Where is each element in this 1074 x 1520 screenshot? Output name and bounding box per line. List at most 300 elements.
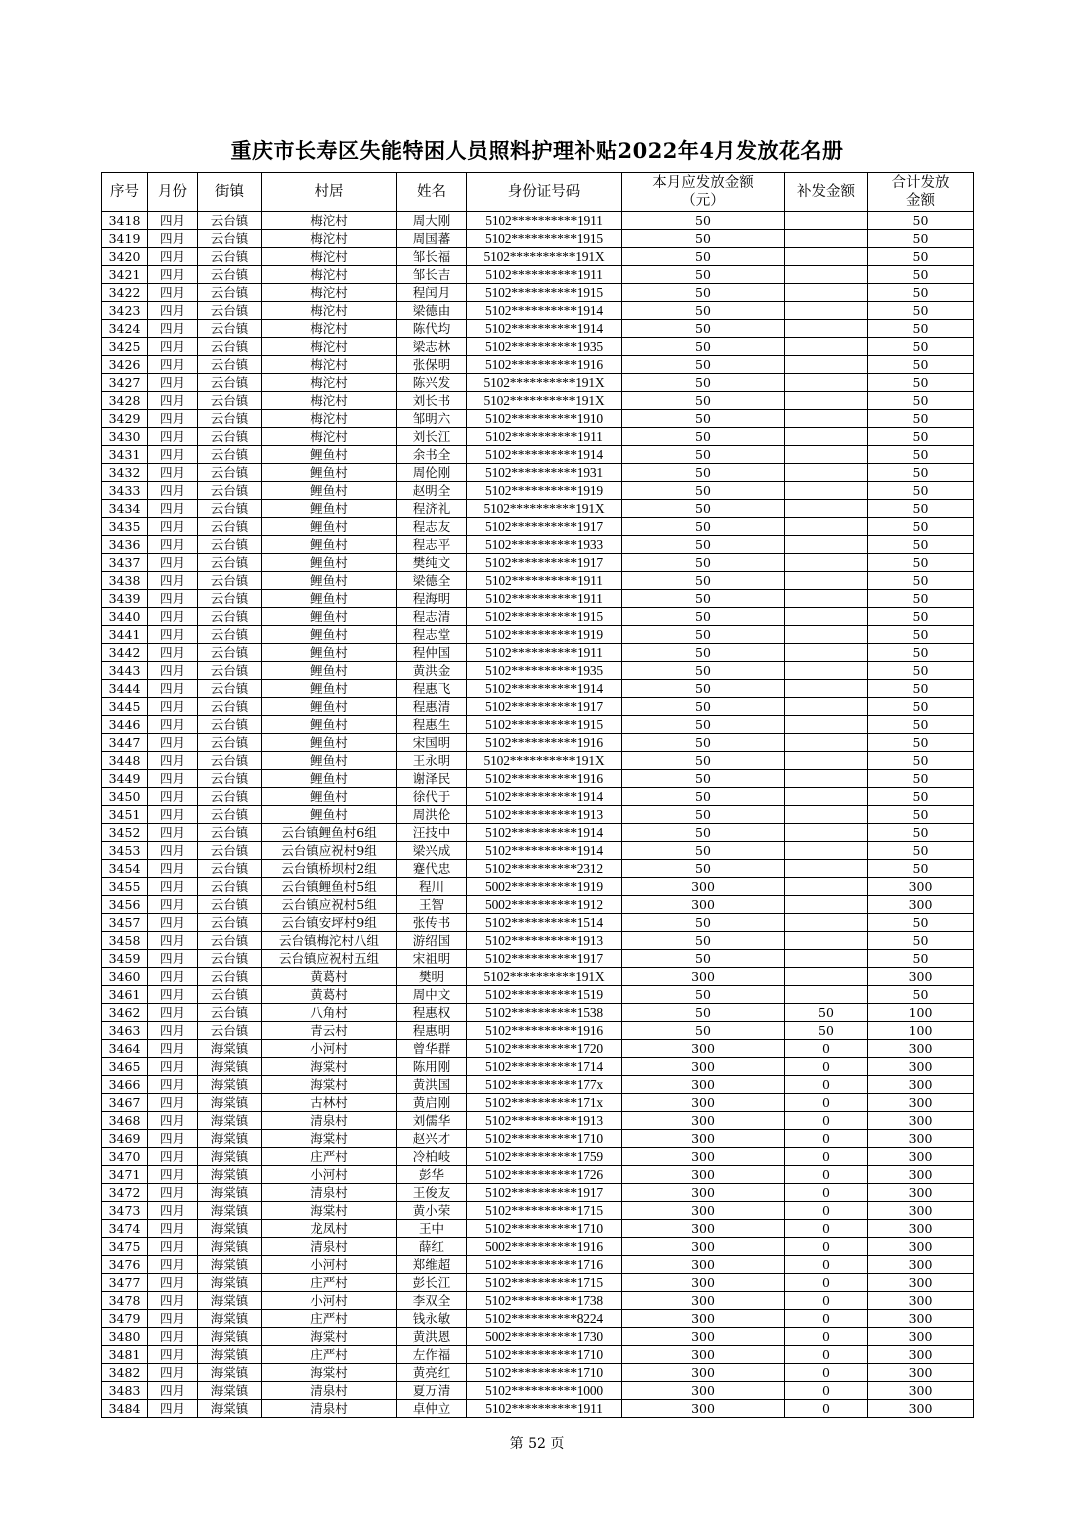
- table-row: [102, 842, 974, 860]
- page-title: 重庆市长寿区失能特困人员照料护理补贴2022年4月发放花名册: [230, 138, 844, 163]
- supplement-cell: [785, 734, 868, 752]
- seq-cell: 3427: [102, 374, 148, 392]
- seq-cell: 3471: [102, 1166, 148, 1184]
- total-cell: 50: [868, 302, 974, 320]
- seq-cell: 3448: [102, 752, 148, 770]
- name-cell: 程惠清: [397, 698, 467, 716]
- month-cell: 四月: [148, 302, 198, 320]
- table-row: [102, 752, 974, 770]
- village-cell: 梅沱村: [262, 428, 397, 446]
- id-cell: 5102**********1715: [467, 1202, 622, 1220]
- town-cell: 云台镇: [198, 608, 262, 626]
- amount-cell: 50: [622, 716, 785, 734]
- total-cell: 300: [868, 1040, 974, 1058]
- town-cell: 云台镇: [198, 770, 262, 788]
- name-cell: 彭华: [397, 1166, 467, 1184]
- total-cell: 300: [868, 1112, 974, 1130]
- amount-cell: 50: [622, 266, 785, 284]
- seq-cell: 3421: [102, 266, 148, 284]
- seq-cell: 3432: [102, 464, 148, 482]
- total-cell: 300: [868, 1310, 974, 1328]
- supplement-cell: [785, 950, 868, 968]
- id-cell: 5102**********1915: [467, 284, 622, 302]
- month-cell: 四月: [148, 1256, 198, 1274]
- name-cell: 刘儒华: [397, 1112, 467, 1130]
- id-cell: 5102**********1914: [467, 788, 622, 806]
- id-cell: 5102**********1915: [467, 716, 622, 734]
- town-cell: 云台镇: [198, 590, 262, 608]
- name-cell: 黄小荣: [397, 1202, 467, 1220]
- table-row: [102, 266, 974, 284]
- village-cell: 鲤鱼村: [262, 626, 397, 644]
- town-cell: 海棠镇: [198, 1310, 262, 1328]
- header-total-line2: 金额: [906, 193, 935, 209]
- id-cell: 5102**********1514: [467, 914, 622, 932]
- table-row: [102, 1130, 974, 1148]
- supplement-cell: [785, 914, 868, 932]
- name-cell: 夏万清: [397, 1382, 467, 1400]
- total-cell: 50: [868, 842, 974, 860]
- id-cell: 5102**********1519: [467, 986, 622, 1004]
- seq-cell: 3442: [102, 644, 148, 662]
- name-cell: 程仲国: [397, 644, 467, 662]
- id-cell: 5102**********1914: [467, 824, 622, 842]
- supplement-cell: [785, 302, 868, 320]
- seq-cell: 3452: [102, 824, 148, 842]
- table-row: [102, 1310, 974, 1328]
- name-cell: 张保明: [397, 356, 467, 374]
- town-cell: 海棠镇: [198, 1238, 262, 1256]
- seq-cell: 3458: [102, 932, 148, 950]
- table-row: [102, 698, 974, 716]
- name-cell: 程闰月: [397, 284, 467, 302]
- id-cell: 5102**********1917: [467, 950, 622, 968]
- village-cell: 鲤鱼村: [262, 464, 397, 482]
- month-cell: 四月: [148, 1022, 198, 1040]
- town-cell: 云台镇: [198, 1004, 262, 1022]
- table-row: [102, 536, 974, 554]
- seq-cell: 3467: [102, 1094, 148, 1112]
- supplement-cell: [785, 716, 868, 734]
- seq-cell: 3454: [102, 860, 148, 878]
- seq-cell: 3430: [102, 428, 148, 446]
- amount-cell: 50: [622, 842, 785, 860]
- table-row: [102, 554, 974, 572]
- month-cell: 四月: [148, 338, 198, 356]
- town-cell: 云台镇: [198, 932, 262, 950]
- name-cell: 钱永敏: [397, 1310, 467, 1328]
- amount-cell: 50: [622, 1004, 785, 1022]
- id-cell: 5102**********1915: [467, 230, 622, 248]
- supplement-cell: 0: [785, 1220, 868, 1238]
- total-cell: 300: [868, 1184, 974, 1202]
- table-row: [102, 1220, 974, 1238]
- table-row: [102, 1094, 974, 1112]
- village-cell: 龙凤村: [262, 1220, 397, 1238]
- village-cell: 海棠村: [262, 1364, 397, 1382]
- month-cell: 四月: [148, 1220, 198, 1238]
- name-cell: 梁德全: [397, 572, 467, 590]
- total-cell: 300: [868, 1220, 974, 1238]
- name-cell: 程志清: [397, 608, 467, 626]
- village-cell: 鲤鱼村: [262, 572, 397, 590]
- total-cell: 100: [868, 1004, 974, 1022]
- amount-cell: 50: [622, 446, 785, 464]
- name-cell: 赵明全: [397, 482, 467, 500]
- header-supplement: 补发金额: [785, 173, 868, 212]
- table-row: [102, 824, 974, 842]
- total-cell: 50: [868, 662, 974, 680]
- town-cell: 海棠镇: [198, 1148, 262, 1166]
- town-cell: 云台镇: [198, 878, 262, 896]
- village-cell: 云台镇安坪村9组: [262, 914, 397, 932]
- amount-cell: 50: [622, 248, 785, 266]
- name-cell: 黄亮红: [397, 1364, 467, 1382]
- supplement-cell: [785, 968, 868, 986]
- table-row: [102, 860, 974, 878]
- seq-cell: 3463: [102, 1022, 148, 1040]
- town-cell: 云台镇: [198, 518, 262, 536]
- supplement-cell: [785, 536, 868, 554]
- total-cell: 300: [868, 1400, 974, 1418]
- table-row: [102, 1400, 974, 1418]
- town-cell: 云台镇: [198, 248, 262, 266]
- seq-cell: 3469: [102, 1130, 148, 1148]
- table-row: [102, 950, 974, 968]
- village-cell: 梅沱村: [262, 320, 397, 338]
- village-cell: 小河村: [262, 1256, 397, 1274]
- name-cell: 程惠飞: [397, 680, 467, 698]
- amount-cell: 50: [622, 770, 785, 788]
- total-cell: 300: [868, 1292, 974, 1310]
- id-cell: 5102**********1913: [467, 806, 622, 824]
- town-cell: 海棠镇: [198, 1166, 262, 1184]
- seq-cell: 3475: [102, 1238, 148, 1256]
- table-row: [102, 464, 974, 482]
- name-cell: 王智: [397, 896, 467, 914]
- month-cell: 四月: [148, 842, 198, 860]
- month-cell: 四月: [148, 968, 198, 986]
- amount-cell: 50: [622, 698, 785, 716]
- amount-cell: 300: [622, 1184, 785, 1202]
- month-cell: 四月: [148, 1040, 198, 1058]
- supplement-cell: [785, 446, 868, 464]
- month-cell: 四月: [148, 1112, 198, 1130]
- town-cell: 海棠镇: [198, 1112, 262, 1130]
- id-cell: 5102**********1911: [467, 572, 622, 590]
- village-cell: 梅沱村: [262, 248, 397, 266]
- month-cell: 四月: [148, 428, 198, 446]
- amount-cell: 50: [622, 302, 785, 320]
- supplement-cell: [785, 284, 868, 302]
- amount-cell: 50: [622, 410, 785, 428]
- month-cell: 四月: [148, 212, 198, 230]
- seq-cell: 3437: [102, 554, 148, 572]
- supplement-cell: [785, 554, 868, 572]
- amount-cell: 50: [622, 752, 785, 770]
- table-row: [102, 500, 974, 518]
- name-cell: 左作福: [397, 1346, 467, 1364]
- village-cell: 鲤鱼村: [262, 770, 397, 788]
- total-cell: 50: [868, 518, 974, 536]
- total-cell: 300: [868, 968, 974, 986]
- total-cell: 300: [868, 1094, 974, 1112]
- id-cell: 5102**********1919: [467, 482, 622, 500]
- month-cell: 四月: [148, 1202, 198, 1220]
- name-cell: 宋祖明: [397, 950, 467, 968]
- supplement-cell: [785, 986, 868, 1004]
- town-cell: 海棠镇: [198, 1382, 262, 1400]
- month-cell: 四月: [148, 950, 198, 968]
- supplement-cell: [785, 860, 868, 878]
- town-cell: 云台镇: [198, 752, 262, 770]
- month-cell: 四月: [148, 626, 198, 644]
- month-cell: 四月: [148, 572, 198, 590]
- total-cell: 50: [868, 590, 974, 608]
- town-cell: 海棠镇: [198, 1274, 262, 1292]
- name-cell: 王俊友: [397, 1184, 467, 1202]
- village-cell: 梅沱村: [262, 392, 397, 410]
- month-cell: 四月: [148, 644, 198, 662]
- village-cell: 庄严村: [262, 1310, 397, 1328]
- supplement-cell: [785, 500, 868, 518]
- total-cell: 300: [868, 1382, 974, 1400]
- supplement-cell: [785, 410, 868, 428]
- total-cell: 50: [868, 644, 974, 662]
- village-cell: 鲤鱼村: [262, 806, 397, 824]
- table-row: [102, 482, 974, 500]
- amount-cell: 50: [622, 212, 785, 230]
- name-cell: 汪技中: [397, 824, 467, 842]
- id-cell: 5102**********1914: [467, 302, 622, 320]
- town-cell: 海棠镇: [198, 1292, 262, 1310]
- village-cell: 清泉村: [262, 1400, 397, 1418]
- total-cell: 50: [868, 536, 974, 554]
- seq-cell: 3439: [102, 590, 148, 608]
- table-row: [102, 572, 974, 590]
- seq-cell: 3446: [102, 716, 148, 734]
- town-cell: 云台镇: [198, 806, 262, 824]
- name-cell: 程川: [397, 878, 467, 896]
- month-cell: 四月: [148, 932, 198, 950]
- name-cell: 陈用刚: [397, 1058, 467, 1076]
- village-cell: 庄严村: [262, 1346, 397, 1364]
- seq-cell: 3419: [102, 230, 148, 248]
- id-cell: 5102**********1911: [467, 644, 622, 662]
- seq-cell: 3478: [102, 1292, 148, 1310]
- amount-cell: 300: [622, 1400, 785, 1418]
- total-cell: 300: [868, 878, 974, 896]
- month-cell: 四月: [148, 230, 198, 248]
- town-cell: 云台镇: [198, 410, 262, 428]
- village-cell: 清泉村: [262, 1382, 397, 1400]
- village-cell: 鲤鱼村: [262, 554, 397, 572]
- supplement-cell: [785, 932, 868, 950]
- id-cell: 5002**********1912: [467, 896, 622, 914]
- name-cell: 邹长吉: [397, 266, 467, 284]
- total-cell: 50: [868, 266, 974, 284]
- amount-cell: 50: [622, 860, 785, 878]
- table-row: [102, 734, 974, 752]
- amount-cell: 50: [622, 806, 785, 824]
- name-cell: 宋国明: [397, 734, 467, 752]
- name-cell: 程志友: [397, 518, 467, 536]
- seq-cell: 3447: [102, 734, 148, 752]
- supplement-cell: [785, 896, 868, 914]
- amount-cell: 50: [622, 392, 785, 410]
- amount-cell: 50: [622, 374, 785, 392]
- supplement-cell: 0: [785, 1094, 868, 1112]
- id-cell: 5102**********1911: [467, 266, 622, 284]
- id-cell: 5102**********1913: [467, 1112, 622, 1130]
- id-cell: 5102**********191X: [467, 500, 622, 518]
- table-row: [102, 410, 974, 428]
- total-cell: 300: [868, 1148, 974, 1166]
- amount-cell: 50: [622, 482, 785, 500]
- supplement-cell: [785, 644, 868, 662]
- supplement-cell: [785, 662, 868, 680]
- id-cell: 5102**********1919: [467, 626, 622, 644]
- village-cell: 清泉村: [262, 1184, 397, 1202]
- seq-cell: 3461: [102, 986, 148, 1004]
- id-cell: 5102**********1935: [467, 338, 622, 356]
- seq-cell: 3429: [102, 410, 148, 428]
- town-cell: 云台镇: [198, 914, 262, 932]
- amount-cell: 300: [622, 1256, 785, 1274]
- id-cell: 5102**********1726: [467, 1166, 622, 1184]
- seq-cell: 3431: [102, 446, 148, 464]
- village-cell: 梅沱村: [262, 374, 397, 392]
- name-cell: 黄启刚: [397, 1094, 467, 1112]
- id-cell: 5102**********1917: [467, 1184, 622, 1202]
- town-cell: 云台镇: [198, 482, 262, 500]
- town-cell: 云台镇: [198, 464, 262, 482]
- amount-cell: 300: [622, 1364, 785, 1382]
- amount-cell: 50: [622, 680, 785, 698]
- town-cell: 云台镇: [198, 680, 262, 698]
- seq-cell: 3450: [102, 788, 148, 806]
- total-cell: 50: [868, 572, 974, 590]
- total-cell: 50: [868, 554, 974, 572]
- amount-cell: 300: [622, 1382, 785, 1400]
- month-cell: 四月: [148, 446, 198, 464]
- supplement-cell: [785, 842, 868, 860]
- town-cell: 云台镇: [198, 392, 262, 410]
- total-cell: 50: [868, 734, 974, 752]
- amount-cell: 300: [622, 1202, 785, 1220]
- village-cell: 梅沱村: [262, 410, 397, 428]
- name-cell: 李双全: [397, 1292, 467, 1310]
- town-cell: 海棠镇: [198, 1184, 262, 1202]
- table-row: [102, 770, 974, 788]
- name-cell: 梁兴成: [397, 842, 467, 860]
- village-cell: 云台镇应祝村9组: [262, 842, 397, 860]
- town-cell: 云台镇: [198, 950, 262, 968]
- name-cell: 薛红: [397, 1238, 467, 1256]
- month-cell: 四月: [148, 1274, 198, 1292]
- month-cell: 四月: [148, 284, 198, 302]
- village-cell: 小河村: [262, 1166, 397, 1184]
- seq-cell: 3445: [102, 698, 148, 716]
- month-cell: 四月: [148, 356, 198, 374]
- name-cell: 周中文: [397, 986, 467, 1004]
- total-cell: 50: [868, 716, 974, 734]
- name-cell: 卓仲立: [397, 1400, 467, 1418]
- page-number: 第 52 页: [509, 1436, 565, 1452]
- name-cell: 周伦刚: [397, 464, 467, 482]
- village-cell: 梅沱村: [262, 266, 397, 284]
- village-cell: 鲤鱼村: [262, 482, 397, 500]
- name-cell: 程济礼: [397, 500, 467, 518]
- village-cell: 鲤鱼村: [262, 608, 397, 626]
- name-cell: 蹇代忠: [397, 860, 467, 878]
- id-cell: 5102**********1916: [467, 734, 622, 752]
- month-cell: 四月: [148, 914, 198, 932]
- table-row: [102, 1202, 974, 1220]
- town-cell: 云台镇: [198, 356, 262, 374]
- village-cell: 海棠村: [262, 1328, 397, 1346]
- town-cell: 云台镇: [198, 842, 262, 860]
- total-cell: 50: [868, 356, 974, 374]
- seq-cell: 3479: [102, 1310, 148, 1328]
- amount-cell: 50: [622, 536, 785, 554]
- supplement-cell: 0: [785, 1202, 868, 1220]
- supplement-cell: [785, 806, 868, 824]
- amount-cell: 50: [622, 626, 785, 644]
- village-cell: 海棠村: [262, 1202, 397, 1220]
- village-cell: 云台镇鲤鱼村5组: [262, 878, 397, 896]
- total-cell: 300: [868, 1274, 974, 1292]
- table-row: [102, 1112, 974, 1130]
- total-cell: 50: [868, 410, 974, 428]
- supplement-cell: [785, 428, 868, 446]
- table-row: [102, 1040, 974, 1058]
- month-cell: 四月: [148, 410, 198, 428]
- total-cell: 50: [868, 320, 974, 338]
- name-cell: 黄洪恩: [397, 1328, 467, 1346]
- seq-cell: 3477: [102, 1274, 148, 1292]
- town-cell: 云台镇: [198, 788, 262, 806]
- month-cell: 四月: [148, 698, 198, 716]
- seq-cell: 3481: [102, 1346, 148, 1364]
- total-cell: 300: [868, 1328, 974, 1346]
- table-row: [102, 1076, 974, 1094]
- header-name: 姓名: [397, 173, 467, 212]
- town-cell: 海棠镇: [198, 1256, 262, 1274]
- id-cell: 5002**********1919: [467, 878, 622, 896]
- town-cell: 云台镇: [198, 860, 262, 878]
- amount-cell: 300: [622, 878, 785, 896]
- month-cell: 四月: [148, 374, 198, 392]
- table-row: [102, 446, 974, 464]
- seq-cell: 3470: [102, 1148, 148, 1166]
- id-cell: 5102**********1000: [467, 1382, 622, 1400]
- town-cell: 海棠镇: [198, 1076, 262, 1094]
- header-total: [868, 173, 974, 212]
- id-cell: 5102**********1917: [467, 518, 622, 536]
- total-cell: 50: [868, 230, 974, 248]
- amount-cell: 50: [622, 518, 785, 536]
- supplement-cell: [785, 230, 868, 248]
- table-row: [102, 1328, 974, 1346]
- town-cell: 云台镇: [198, 554, 262, 572]
- id-cell: 5102**********191X: [467, 248, 622, 266]
- village-cell: 梅沱村: [262, 356, 397, 374]
- supplement-cell: [785, 608, 868, 626]
- amount-cell: 50: [622, 914, 785, 932]
- seq-cell: 3433: [102, 482, 148, 500]
- name-cell: 邹明六: [397, 410, 467, 428]
